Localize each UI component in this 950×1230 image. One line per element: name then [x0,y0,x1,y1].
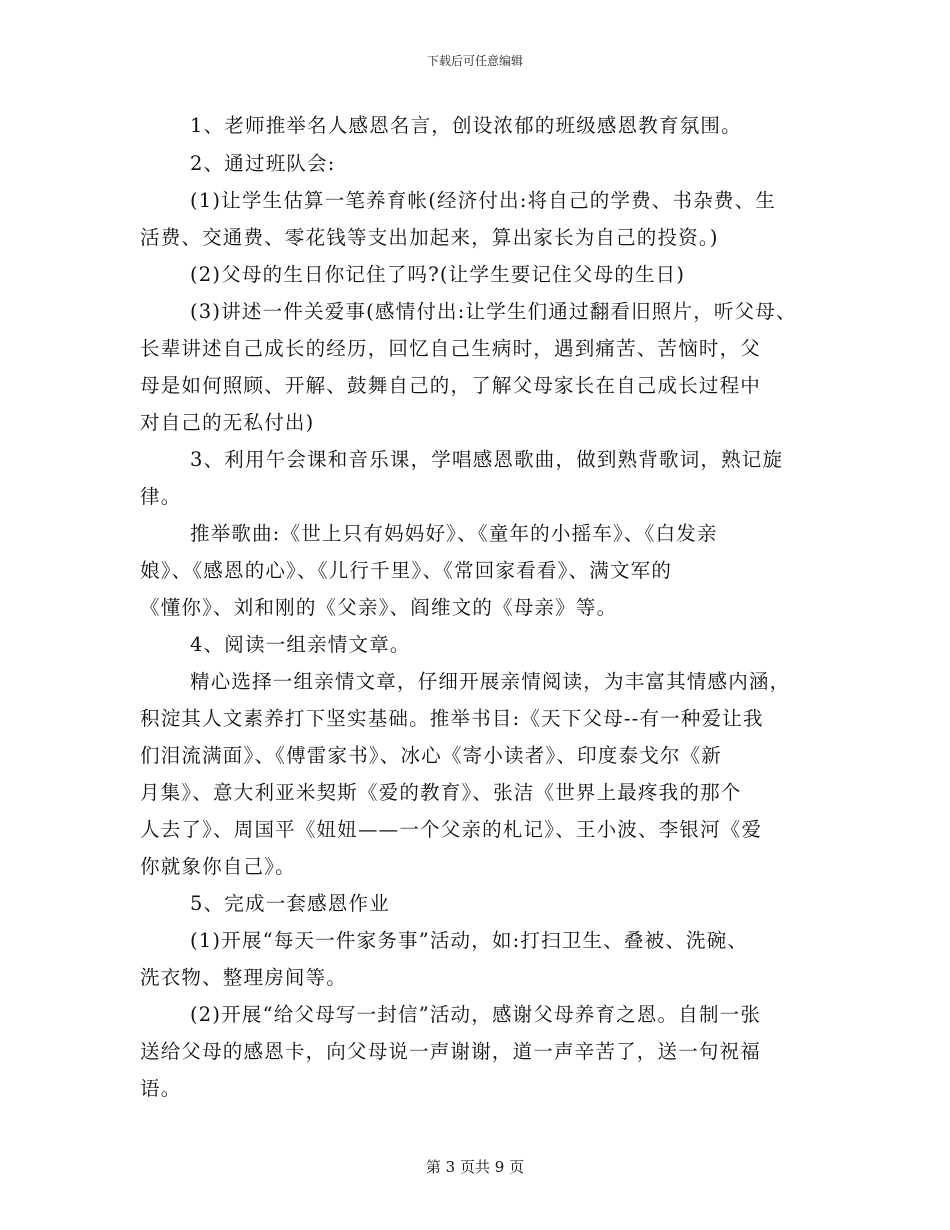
text-line: (2)开展“给父母写一封信”活动，感谢父母养育之恩。自制一张 [190,1003,762,1026]
text-line: 3、利用午会课和音乐课，学唱感恩歌曲，做到熟背歌词，熟记旋 [190,448,784,471]
text-line: 《懂你》、刘和刚的《父亲》、阎维文的《母亲》等。 [140,596,618,619]
text-line: (1)开展“每天一件家务事”活动，如:打扫卫生、叠被、洗碗、 [190,929,749,952]
text-line: 律。 [140,485,182,508]
text-line: (2)父母的生日你记住了吗?(让学生要记住父母的生日) [190,263,686,286]
text-line: 精心选择一组亲情文章，仔细开展亲情阅读，为丰富其情感内涵， [190,670,791,693]
text-line: 长辈讲述自己成长的经历，回忆自己生病时，遇到痛苦、苦恼时，父 [140,337,762,360]
text-line: 月集》、意大利亚米契斯《爱的教育》、张洁《世界上最疼我的那个 [140,781,742,804]
text-line: 语。 [140,1077,182,1100]
text-line: 你就象你自己》。 [140,855,296,878]
text-line: 活费、交通费、零花钱等支出加起来，算出家长为自己的投资。) [140,226,719,249]
text-line: 5、完成一套感恩作业 [190,892,390,915]
page-header: 下载后可任意编辑 [426,54,523,68]
text-line: (1)让学生估算一笔养育帐(经济付出:将自己的学费、书杂费、生 [190,189,776,212]
text-line: 对自己的无私付出) [140,411,315,434]
text-line: 母是如何照顾、开解、鼓舞自己的，了解父母家长在自己成长过程中 [140,374,762,397]
text-line: 1、老师推举名人感恩名言，创设浓郁的班级感恩教育氛围。 [190,114,742,137]
text-line: 4、阅读一组亲情文章。 [190,633,411,656]
text-line: (3)讲述一件关爱事(感情付出:让学生们通过翻看旧照片，听父母、 [190,300,797,323]
text-line: 2、通过班队会: [190,152,336,175]
text-line: 推举歌曲:《世上只有妈妈好》、《童年的小摇车》、《白发亲 [190,522,718,545]
text-line: 们泪流满面》、《傅雷家书》、冰心《寄小读者》、印度泰戈尔《新 [140,744,723,767]
text-line: 娘》、《感恩的心》、《儿行千里》、《常回家看看》、满文军的 [140,559,673,582]
text-line: 洗衣物、整理房间等。 [140,966,348,989]
text-line: 人去了》、周国平《妞妞——一个父亲的札记》、王小波、李银河《爱 [140,818,763,841]
text-line: 积淀其人文素养打下坚实基础。推举书目:《天下父母--有一种爱让我 [140,707,764,730]
text-line: 送给父母的感恩卡，向父母说一声谢谢，道一声辛苦了，送一句祝福 [140,1040,762,1063]
page-number: 第 3 页共 9 页 [425,1158,525,1176]
